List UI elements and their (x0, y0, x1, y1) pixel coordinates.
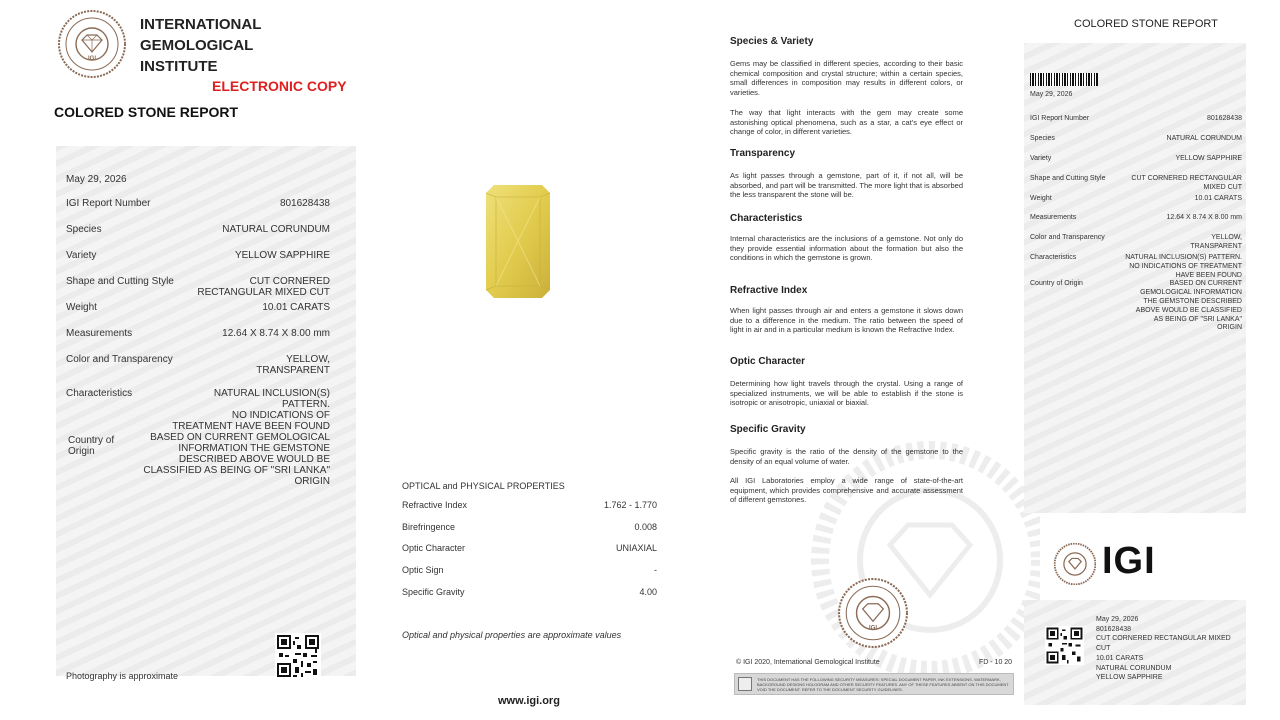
right-field-label: IGI Report Number (1030, 115, 1090, 122)
optical-label: Refractive Index (402, 500, 468, 510)
summary-shape-cont: CUT (1096, 645, 1111, 653)
field-country-label (68, 435, 114, 457)
section-title-species-variety: Species & Variety (730, 36, 814, 47)
field-label: Characteristics (66, 388, 133, 399)
optical-value: UNIAXIAL (615, 543, 657, 553)
summary-report-number: 801628438 (1096, 625, 1132, 633)
right-field-value: 12.64 X 8.74 X 8.00 mm (1166, 214, 1242, 221)
field-label: Measurements (66, 328, 133, 339)
section-text-optic-character: Determining how light travels through the crystal. Using a range of specialized instruments, we will be able to establish if the stone is isotropic or anisotropic, uniaxial or biaxial. (730, 379, 963, 408)
summary-weight: 10.01 CARATS (1096, 654, 1144, 662)
field-value: 801628438 (279, 198, 330, 209)
summary-variety: YELLOW SAPPHIRE (1096, 674, 1163, 682)
optical-label: Birefringence (402, 522, 456, 532)
optical-note: Optical and physical properties are approximate values (402, 630, 622, 640)
optical-label: Optic Character (402, 543, 466, 553)
right-field-value: YELLOW SAPPHIRE (1175, 155, 1242, 162)
right-field-label: Shape and Cutting Style (1030, 175, 1106, 182)
section-text-characteristics: Internal characteristics are the inclusions of a gemstone. Not only do they provide essential information about the formation but also the conditions in which the gemstone is grown. (730, 234, 963, 263)
field-label: Color and Transparency (66, 354, 173, 365)
report-title: COLORED STONE REPORT (54, 104, 239, 120)
right-field-value: NATURAL CORUNDUM (1166, 135, 1242, 142)
org-name-line2: GEMOLOGICAL (140, 37, 254, 54)
field-label: Shape and Cutting Style (66, 276, 174, 287)
section-text-specific-gravity-1: Specific gravity is the ratio of the density of the gemstone to the density of an equal volume of water. (730, 447, 963, 466)
field-label: Weight (66, 302, 97, 313)
right-field-label: Characteristics (1030, 254, 1077, 261)
optical-properties-heading: OPTICAL and PHYSICAL PROPERTIES (402, 481, 565, 491)
svg-text:IGI: IGI (868, 624, 878, 632)
optical-value: - (654, 565, 657, 575)
org-name-line3: INSTITUTE (140, 58, 218, 75)
section-title-characteristics: Characteristics (730, 213, 803, 224)
section-text-species-variety-1: Gems may be classified in different species, according to their basic chemical composition and crystal structure; within a certain species, small differences in composition may results in different colors, or varieties. (730, 59, 963, 97)
photography-note: Photography is approximate (66, 671, 179, 681)
report-date: May 29, 2026 (66, 174, 127, 185)
right-card-date: May 29, 2026 (1030, 91, 1073, 98)
igi-logo-text: IGI (1102, 540, 1156, 582)
summary-text (1096, 615, 1231, 683)
optical-value: 4.00 (639, 587, 657, 597)
document-icon (738, 677, 752, 691)
section-title-refractive-index: Refractive Index (730, 285, 808, 296)
barcode (1030, 73, 1098, 86)
security-text: THIS DOCUMENT HAS THE FOLLOWING SECURITY MEASURES: SPECIAL DOCUMENT PAPER, INK EXTENSIONS, WATERMARK, BACKGROUND DESIGNS HOLOGRAM AND OTHER SECURITY FEATURES. ANY OF THESE FEATURES ABSENT ON THIS DOCUMENT VOID THE DOCUMENT. REFER TO THE DOCUMENT SECURITY GUIDELINES. (757, 677, 1009, 692)
summary-date: May 29, 2026 (1096, 616, 1139, 623)
section-title-transparency: Transparency (730, 148, 796, 159)
right-field-value: NATURAL INCLUSION(S) PATTERN. NO INDICATIONS OF TREATMENT HAVE BEEN FOUND BASED ON CURRENT GEMOLOGICAL INFORMATION THE GEMSTONE DESCRIBED ABOVE WOULD BE CLASSIFIED AS BEING OF "SRI LANKA" ORIGIN (1125, 254, 1242, 332)
country-label-line1: Country of (68, 435, 115, 446)
optical-value: 1.762 - 1.770 (603, 500, 657, 510)
section-text-transparency: As light passes through a gemstone, part of it, if not all, will be absorbed, and part will be transmitted. The more light that is absorbed the less transparent the stone will be. (730, 171, 963, 200)
field-label: Species (66, 224, 102, 235)
security-strip (734, 673, 1014, 695)
summary-species: NATURAL CORUNDUM (1096, 664, 1172, 672)
igi-seal-logo (58, 10, 126, 78)
right-field-value: CUT CORNERED RECTANGULAR MIXED CUT (1131, 175, 1242, 191)
info-watermark (800, 430, 1040, 690)
section-title-optic-character: Optic Character (730, 356, 806, 367)
org-name-line1: INTERNATIONAL (140, 16, 262, 33)
right-field-label: Color and Transparency (1030, 234, 1105, 241)
electronic-copy-label: ELECTRONIC COPY (212, 78, 347, 94)
right-field-label: Country of Origin (1030, 280, 1083, 287)
field-value: 10.01 CARATS (262, 302, 330, 313)
gemstone-photo (486, 185, 550, 298)
right-field-value: 10.01 CARATS (1194, 195, 1242, 202)
field-label: Variety (66, 250, 97, 261)
right-field-label: Variety (1030, 155, 1052, 162)
field-label: IGI Report Number (66, 198, 151, 209)
right-field-value: 801628438 (1206, 115, 1242, 122)
qr-code[interactable] (275, 633, 321, 679)
section-text-refractive-index: When light passes through air and enters a gemstone it slows down due to a difference in the medium. The ratio between the speed of light in air and in a particular medium is known the Refractive Index. (730, 306, 963, 335)
country-label-line2: Origin (68, 446, 95, 457)
right-field-label: Measurements (1030, 214, 1077, 221)
right-field-label: Weight (1030, 195, 1052, 202)
igi-logo-seal (1054, 543, 1096, 585)
field-value: NATURAL INCLUSION(S) PATTERN. NO INDICATIONS OF TREATMENT HAVE BEEN FOUND BASED ON CURRENT GEMOLOGICAL INFORMATION THE GEMSTONE DESCRIBED ABOVE WOULD BE CLASSIFIED AS BEING OF "SRI LANKA" ORIGIN (143, 388, 330, 487)
right-card-title: COLORED STONE REPORT (1074, 18, 1218, 30)
copyright-text: © IGI 2020, International Gemological Institute (736, 659, 880, 666)
igi-seal-small (838, 578, 908, 648)
section-text-specific-gravity-2: All IGI Laboratories employ a wide range of state-of-the-art equipment, which provides comprehensive and accurate assessment of different gemstones. (730, 476, 963, 505)
field-value: 12.64 X 8.74 X 8.00 mm (222, 328, 330, 339)
form-code: FD - 10 20 (979, 659, 1013, 666)
summary-shape: CUT CORNERED RECTANGULAR MIXED (1096, 635, 1231, 643)
right-field-label: Species (1030, 135, 1055, 142)
field-value: YELLOW SAPPHIRE (234, 250, 330, 261)
right-field-value: YELLOW, TRANSPARENT (1190, 234, 1242, 250)
optical-label: Specific Gravity (402, 587, 465, 597)
field-value: CUT CORNERED RECTANGULAR MIXED CUT (197, 276, 330, 298)
field-value: NATURAL CORUNDUM (222, 224, 330, 235)
summary-qr-code[interactable] (1045, 626, 1084, 665)
optical-label: Optic Sign (402, 565, 444, 575)
section-text-species-variety-2: The way that light interacts with the gem may create some astonishing optical phenomena, such as a star, a cat's eye effect or change of color, in different varieties. (730, 108, 963, 137)
field-value: YELLOW, TRANSPARENT (256, 354, 330, 376)
section-title-specific-gravity: Specific Gravity (730, 424, 806, 435)
optical-value: 0.008 (634, 522, 657, 532)
website-link[interactable]: www.igi.org (498, 695, 560, 707)
svg-text:IGI: IGI (87, 56, 97, 62)
